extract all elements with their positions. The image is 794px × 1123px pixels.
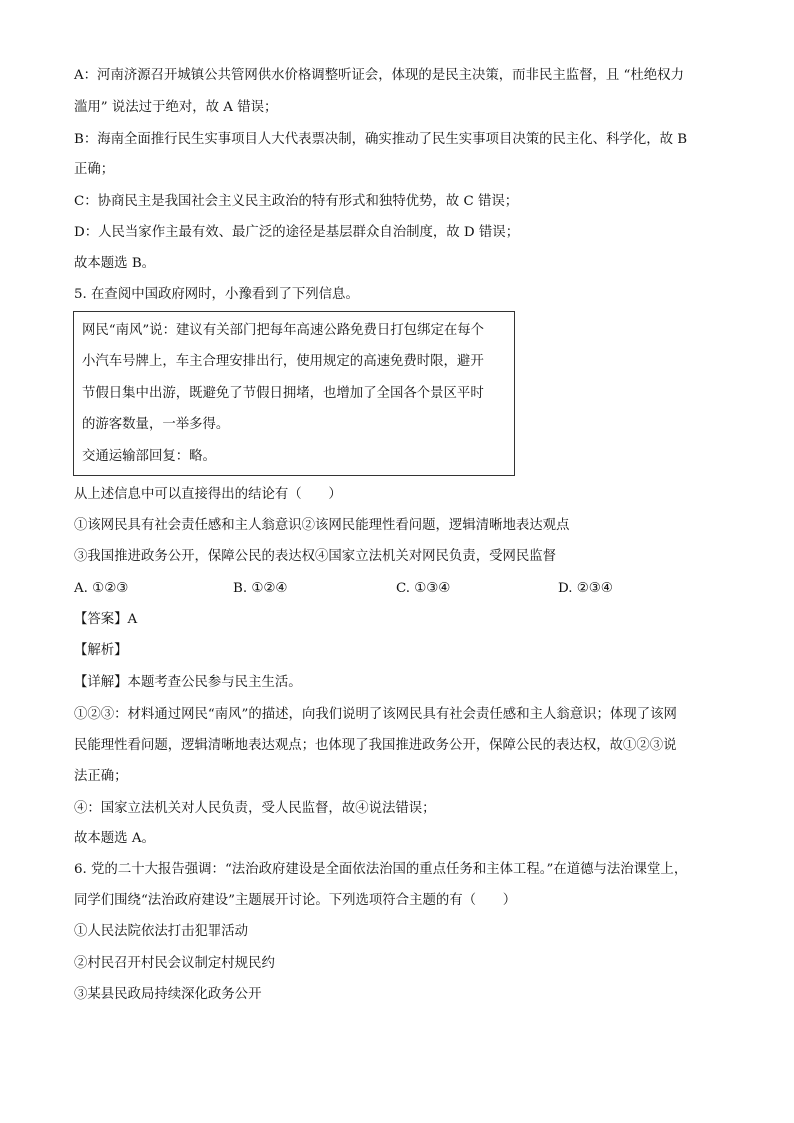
info-box-line: 的游客数量，一举多得。 [82,417,230,432]
option-b-analysis-line-2: 正确； [74,162,115,177]
option-d-analysis: D：人民当家作主最有效、最广泛的途径是基层群众自治制度，故 D 错误； [74,225,520,240]
previous-conclusion: 故本题选 B。 [74,256,156,271]
detail-paragraph-2: ④：国家立法机关对人民负责，受人民监督，故④说法错误； [74,801,436,816]
detail-paragraph-1-line-2: 民能理性看问题，逻辑清晰地表达观点；也体现了我国推进政务公开，保障公民的表达权，故①②③说 [74,738,677,753]
option-d: D. ②③④ [558,581,613,596]
detail-paragraph-1-line-1: ①②③：材料通过网民“南风”的描述，向我们说明了该网民具有社会责任感和主人翁意识；体现了该网 [74,707,677,722]
answer-label: 【答案】A [74,612,138,627]
info-box-line: 交通运输部回复：略。 [82,449,216,464]
info-box-line: 节假日集中出游，既避免了节假日拥堵，也增加了全国各个景区平时 [82,386,484,401]
option-b-analysis-line-1: B：海南全面推行民生实事项目人大代表票决制，确实推动了民生实事项目决策的民主化、科学化，故 B [74,132,688,147]
option-c: C. ①③④ [396,581,451,596]
question-5-prompt: 从上述信息中可以直接得出的结论有（ ） [74,487,342,502]
option-a-analysis-line-2: 滥用” 说法过于绝对，故 A 错误； [74,100,278,115]
question-6-stem-line-1: 6. 党的二十大报告强调：“法治政府建设是全面依法治国的重点任务和主体工程。”在道德与法治课堂上， [74,862,688,877]
option-a: A. ①②③ [74,581,129,596]
question-6-item: ①人民法院依法打击犯罪活动 [74,924,249,939]
info-box-line: 小汽车号牌上，车主合理安排出行，使用规定的高速免费时限，避开 [82,354,484,369]
question-5-stem: 5. 在查阅中国政府网时，小豫看到了下列信息。 [74,287,359,302]
question-5-conclusion: 故本题选 A。 [74,831,155,846]
question-5-statements-2: ③我国推进政务公开，保障公民的表达权④国家立法机关对网民负责，受网民监督 [74,549,557,564]
info-box-line: 网民“南风”说：建议有关部门把每年高速公路免费日打包绑定在每个 [82,323,485,338]
detail-paragraph-1-line-3: 法正确； [74,769,128,784]
analysis-label: 【解析】 [74,643,128,658]
detail-intro: 【详解】本题考查公民参与民主生活。 [74,675,302,690]
question-6-stem-line-2: 同学们围绕“法治政府建设”主题展开讨论。下列选项符合主题的有（ ） [74,893,517,908]
question-6-item: ③某县民政局持续深化政务公开 [74,987,262,1002]
question-6-item: ②村民召开村民会议制定村规民约 [74,956,275,971]
option-b: B. ①②④ [233,581,288,596]
option-c-analysis: C：协商民主是我国社会主义民主政治的特有形式和独特优势，故 C 错误； [74,194,519,209]
option-a-analysis-line-1: A：河南济源召开城镇公共管网供水价格调整听证会，体现的是民主决策，而非民主监督，且 “杜绝权力 [74,68,684,83]
info-box [73,311,515,476]
question-5-statements-1: ①该网民具有社会责任感和主人翁意识②该网民能理性看问题，逻辑清晰地表达观点 [74,518,570,533]
